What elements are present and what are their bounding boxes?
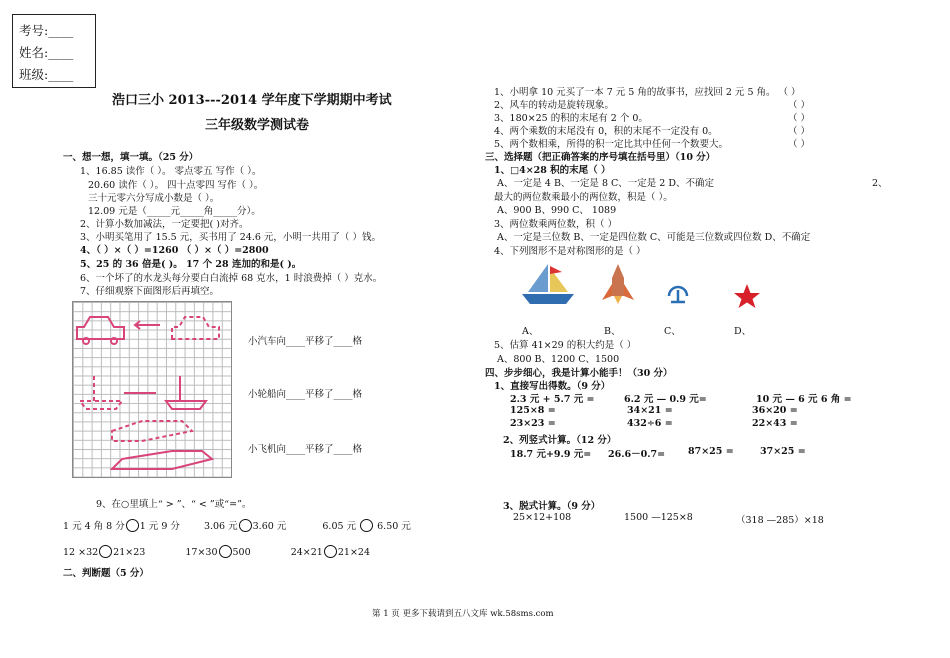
rocket-icon	[600, 262, 636, 306]
page-footer: 第 1 页 更多下载请到五八文库 wk.58sms.com	[372, 609, 554, 619]
page-title: 浩口三小 2013---2014 学年度下学期期中考试	[112, 93, 392, 108]
judge-2-paren[interactable]: （ ）	[788, 100, 811, 111]
judge-3: 3、180×25 的积的末尾有 2 个 0。	[494, 113, 648, 124]
star-icon	[733, 283, 761, 309]
boat-dashed-shape	[80, 376, 122, 409]
question-1b: 20.60 读作（ ）。 四十点零四 写作（ ）。	[88, 180, 264, 191]
question-6: 6、一个坏了的水龙头每分要白白流掉 68 克水，1 时浪费掉（ ）克水。	[80, 273, 383, 284]
compare-circle[interactable]	[239, 519, 252, 532]
question-1c: 三十元零六分写成小数是（ ）。	[88, 193, 220, 204]
compare-circle[interactable]	[360, 519, 373, 532]
compare-left: 6.05 元	[322, 521, 357, 532]
car-dashed-shape	[172, 317, 219, 339]
mixed-calc-item: 25×12+108	[513, 512, 572, 523]
calc-item: 2.3 元 + 5.7 元 =	[510, 394, 595, 405]
compare-left: 1 元 4 角 8 分	[63, 521, 125, 532]
section-3-heading: 三、选择题（把正确答案的序号填在括号里）（10 分）	[485, 152, 716, 163]
question-1d: 12.09 元是（_____元_____角_____分）。	[88, 206, 261, 217]
question-5: 5、25 的 36 倍是( )。 17 个 28 连加的和是( )。	[80, 259, 302, 270]
choice-2-options: A、900 B、990 C、 1089	[497, 205, 617, 216]
calc-item: 125×8 =	[510, 405, 556, 416]
mixed-calc-item: （318 —285）×18	[736, 515, 824, 526]
calc-item: 34×21 =	[627, 405, 673, 416]
calc-item: 432÷6 =	[627, 418, 673, 429]
choice-3-options: A、一定是三位数 B、一定是四位数 C、可能是三位数或四位数 D、不确定	[497, 232, 811, 243]
compare-left: 3.06 元	[203, 521, 238, 532]
compare-right: 3.60 元	[252, 521, 287, 532]
choice-4: 4、下列图形不是对称图形的是（ ）	[494, 246, 646, 257]
class-field[interactable]: 班级:____	[19, 67, 74, 82]
compare-right: 6.50 元	[377, 521, 411, 532]
calc-item: 10 元 — 6 元 6 角 =	[756, 394, 852, 405]
compare-right: 1 元 9 分	[139, 521, 180, 532]
student-id-box	[12, 14, 96, 88]
calc-item: 23×23 =	[510, 418, 556, 429]
name-field[interactable]: 姓名:____	[19, 45, 74, 60]
question-1a: 1、16.85 读作（ ）。 零点零五 写作（ ）。	[80, 166, 262, 177]
question-7: 7、仔细观察下面图形后再填空。	[80, 286, 220, 297]
judge-5: 5、两个数相乘，所得的积一定比其中任何一个数要大。	[494, 139, 729, 150]
compare-circle[interactable]	[324, 545, 337, 558]
judge-5-paren[interactable]: （ ）	[788, 139, 811, 150]
sailboat-icon	[520, 262, 576, 306]
car-shape	[77, 317, 124, 339]
part-1-heading: 1、直接写出得数。（9 分）	[494, 381, 611, 392]
vertical-calc-item: 26.6－0.7=	[608, 449, 666, 460]
compare-row-2	[63, 545, 370, 558]
calc-item: 22×43 =	[752, 418, 798, 429]
judge-4-paren[interactable]: （ ）	[788, 126, 811, 137]
vertical-calc-item: 87×25 =	[688, 446, 734, 457]
grid-shapes	[72, 301, 230, 476]
plane-label: 小飞机向____平移了____格	[248, 444, 363, 455]
choice-2-number: 2、	[872, 178, 888, 189]
page-subtitle: 三年级数学测试卷	[205, 118, 310, 133]
part-2-heading: 2、列竖式计算。（12 分）	[503, 435, 617, 446]
exam-number-field[interactable]: 考号:____	[19, 23, 74, 38]
judge-2: 2、风车的转动是旋转现象。	[494, 100, 615, 111]
car-wheel	[111, 338, 117, 344]
question-3: 3、小明买笔用了 15.5 元，买书用了 24.6 元，小明一共用了（ ）钱。	[80, 232, 381, 243]
section-4-heading: 四、步步细心，我是计算小能手！（30 分）	[485, 368, 673, 379]
part-3-heading: 3、脱式计算。（9 分）	[503, 501, 601, 512]
question-9: 9、在○里填上“ > ”、“ < ”或“=”。	[96, 499, 252, 510]
choice-5-options: A、800 B、1200 C、1500	[497, 354, 620, 365]
judge-1: 1、小明拿 10 元买了一本 7 元 5 角的故事书，应找回 2 元 5 角。 （ ）	[494, 87, 801, 98]
choice-2: 最大的两位数乘最小的两位数，积是（ ）。	[494, 192, 673, 203]
calc-item: 36×20 =	[752, 405, 798, 416]
compare-right: 21×23	[113, 547, 146, 558]
compare-right: 500	[232, 547, 251, 558]
choice-1: 1、□4×28 积的末尾（ ）	[494, 165, 611, 176]
judge-3-paren[interactable]: （ ）	[788, 113, 811, 124]
choice-4-option-b: B、	[604, 326, 621, 337]
judge-4: 4、两个乘数的末尾没有 0，积的末尾不一定没有 0。	[494, 126, 718, 137]
vertical-calc-item: 37×25 =	[760, 446, 806, 457]
compare-circle[interactable]	[126, 519, 139, 532]
vertical-calc-item: 18.7 元+9.9 元=	[510, 449, 592, 460]
choice-3: 3、两位数乘两位数，积（ ）	[494, 219, 618, 230]
compare-left: 17×30	[185, 547, 218, 558]
choice-1-options: A、一定是 4 B、一定是 8 C、一定是 2 D、不确定	[497, 178, 714, 189]
choice-5: 5、估算 41×29 的积大约是（ ）	[494, 340, 637, 351]
mixed-calc-item: 1500 —125×8	[624, 512, 693, 523]
compare-left: 12 ×32	[63, 547, 99, 558]
compare-row-1	[63, 518, 411, 532]
compare-circle[interactable]	[219, 545, 232, 558]
compare-left: 24×21	[290, 547, 323, 558]
choice-4-option-c: C、	[664, 326, 681, 337]
plane-shape	[112, 451, 212, 469]
car-wheel	[83, 338, 89, 344]
boat-shape	[166, 376, 206, 409]
choice-4-option-a: A、	[522, 326, 539, 337]
compare-circle[interactable]	[99, 545, 112, 558]
plane-dashed-shape	[112, 421, 192, 441]
question-2: 2、计算小数加减法，一定要把( )对齐。	[80, 219, 249, 230]
boat-label: 小轮船向____平移了____格	[248, 389, 363, 400]
car-label: 小汽车向____平移了____格	[248, 336, 363, 347]
symbol-icon	[665, 280, 691, 306]
section-1-heading: 一、想一想，填一填。（25 分）	[63, 152, 199, 163]
choice-4-option-d: D、	[734, 326, 752, 337]
question-4: 4、（ ）×（ ）=1260 （ ）×（ ）=2800	[80, 245, 269, 256]
calc-item: 6.2 元 — 0.9 元=	[624, 394, 707, 405]
section-2-heading: 二、判断题（5 分）	[63, 568, 149, 579]
compare-right: 21×24	[337, 547, 370, 558]
